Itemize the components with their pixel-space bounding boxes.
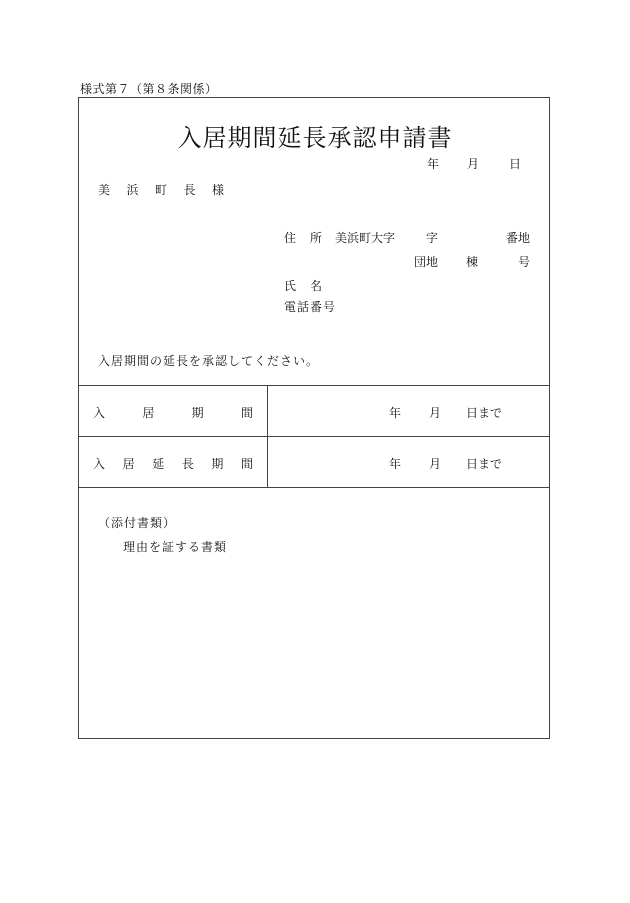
row-year: 年 [389, 457, 402, 471]
date-day: 日 [509, 157, 522, 171]
row-month: 月 [429, 457, 442, 471]
row-until: 日まで [466, 457, 503, 471]
name-label-char: 名 [309, 279, 322, 293]
address-mune: 棟 [466, 255, 479, 269]
address-label-char: 住 [284, 231, 297, 245]
address-label-char: 所 [309, 231, 322, 245]
addressee-char: 町 [154, 183, 167, 197]
document-title: 入居期間延長承認申請書 [177, 124, 453, 152]
attachments-heading: （添付書類） [98, 516, 177, 530]
address-aza: 字 [426, 231, 439, 245]
row-label-char: 居 [142, 406, 155, 420]
table-middle-border [78, 436, 550, 437]
name-label [284, 277, 322, 294]
addressee-char: 長 [183, 183, 196, 197]
row-label-char: 期 [191, 406, 204, 420]
name-label-char: 氏 [284, 279, 297, 293]
row-label-char: 入 [93, 457, 106, 471]
row-label-extension-period [93, 455, 253, 472]
row-label-occupancy-period [93, 404, 253, 421]
date-month: 月 [467, 157, 480, 171]
addressee-char: 様 [211, 183, 224, 197]
address-go: 号 [518, 255, 531, 269]
table-bottom-border [78, 487, 550, 488]
addressee [98, 181, 224, 198]
address-danchi: 団地 [414, 255, 439, 269]
table-column-divider [267, 385, 268, 487]
row-label-char: 入 [93, 406, 106, 420]
row-until: 日まで [466, 406, 503, 420]
row-label-char: 延 [152, 457, 165, 471]
table-top-border [78, 385, 550, 386]
row-month: 月 [429, 406, 442, 420]
attachments-item: 理由を証する書類 [123, 540, 228, 554]
phone-label: 電話番号 [284, 300, 337, 314]
address-banchi: 番地 [506, 231, 531, 245]
row-label-char: 間 [240, 457, 253, 471]
row-label-char: 間 [240, 406, 253, 420]
row-label-char: 居 [122, 457, 135, 471]
date-year: 年 [427, 157, 440, 171]
row-label-char: 期 [211, 457, 224, 471]
addressee-char: 浜 [126, 183, 139, 197]
address-label [284, 229, 322, 246]
address-prefix: 美浜町大字 [335, 231, 396, 245]
form-number-label: 様式第７（第８条関係） [80, 82, 218, 96]
request-text: 入居期間の延長を承認してください。 [98, 354, 320, 368]
row-year: 年 [389, 406, 402, 420]
addressee-char: 美 [98, 183, 111, 197]
row-label-char: 長 [181, 457, 194, 471]
